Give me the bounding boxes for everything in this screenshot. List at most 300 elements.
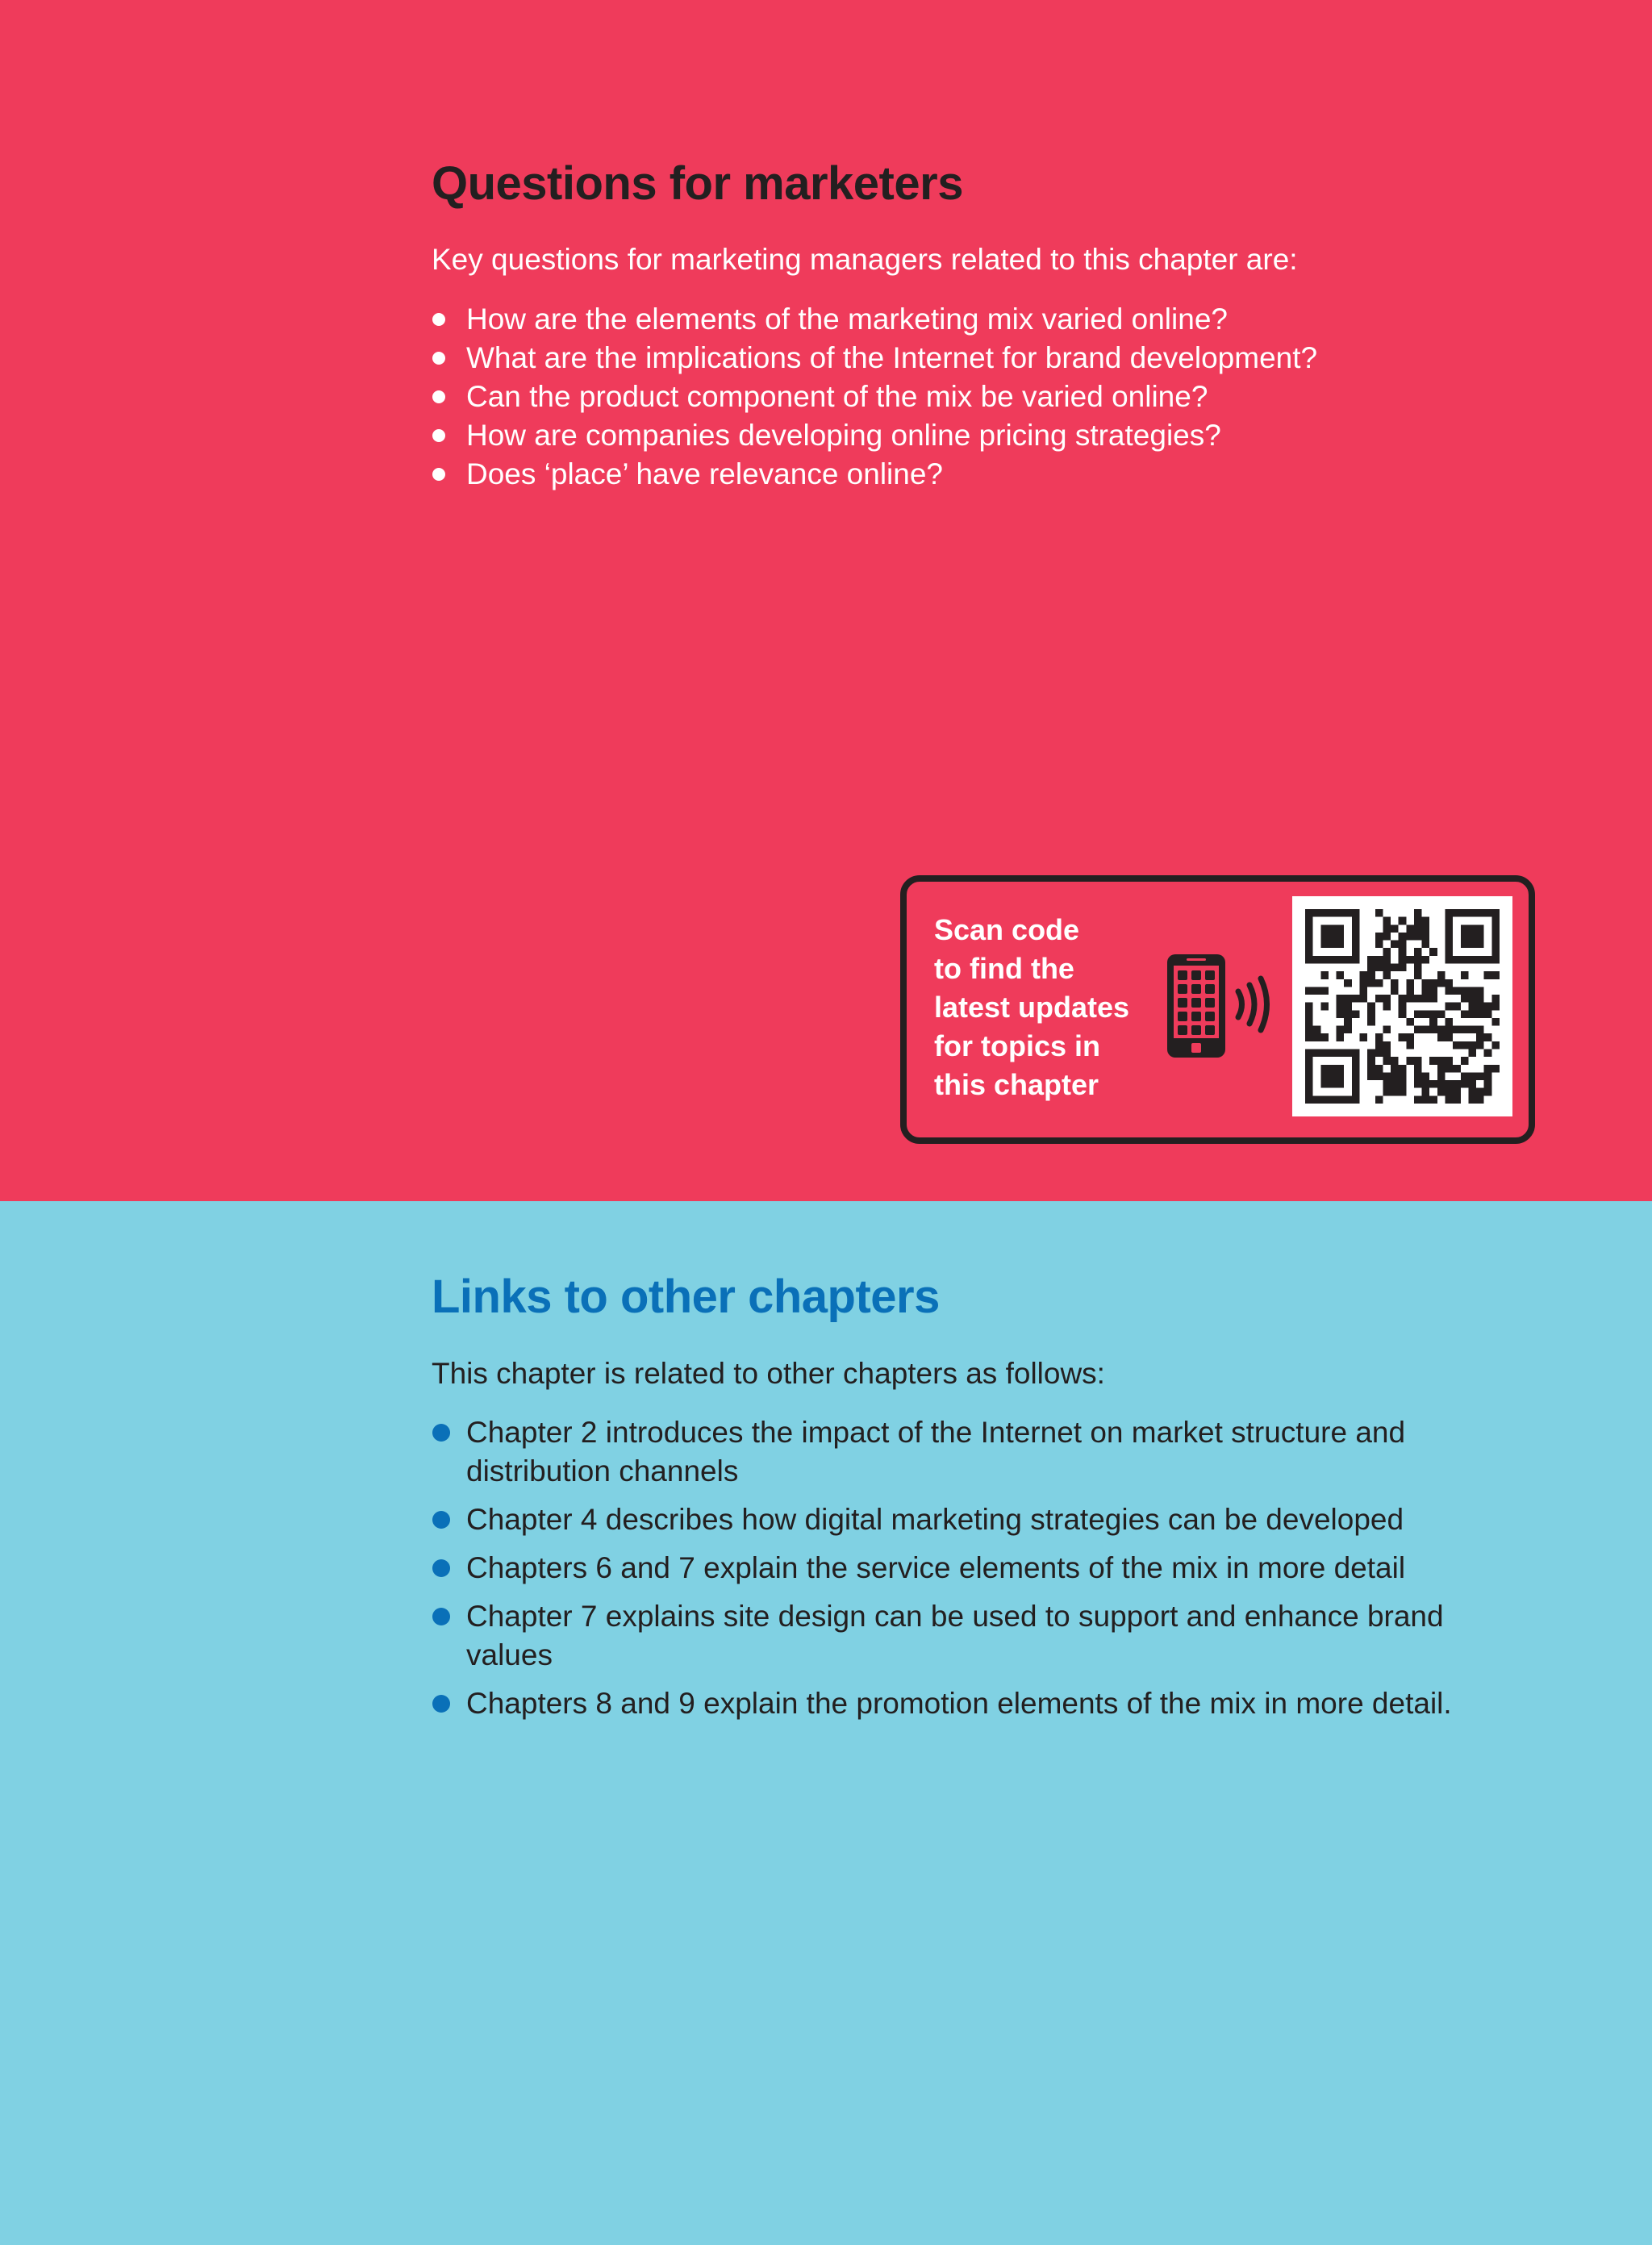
qr-module: [1375, 1049, 1383, 1058]
qr-module: [1484, 1065, 1492, 1073]
link-item: [432, 1684, 1496, 1723]
phone-icon: [1166, 954, 1285, 1059]
qr-module: [1446, 941, 1454, 949]
qr-module: [1453, 1026, 1461, 1034]
qr-module: [1399, 1010, 1407, 1018]
qr-module: [1383, 1088, 1391, 1096]
link-item: [432, 1413, 1496, 1491]
qr-module: [1468, 1072, 1476, 1080]
qr-module: [1383, 956, 1391, 964]
bullet-dot-icon: [432, 468, 445, 481]
qr-module: [1429, 948, 1437, 956]
qr-module: [1446, 917, 1454, 925]
qr-module: [1453, 1088, 1461, 1096]
qr-module: [1359, 971, 1367, 979]
qr-module: [1391, 963, 1399, 971]
qr-module: [1437, 1065, 1446, 1073]
qr-module: [1484, 1003, 1492, 1011]
qr-module: [1352, 909, 1360, 917]
bullet-dot-icon: [432, 1424, 450, 1442]
qr-module: [1359, 995, 1367, 1003]
qr-module: [1375, 956, 1383, 964]
qr-module: [1383, 1049, 1391, 1058]
qr-module: [1414, 933, 1422, 941]
qr-module: [1399, 1033, 1407, 1041]
qr-module: [1305, 1026, 1313, 1034]
qr-module: [1313, 1095, 1321, 1104]
qr-module: [1468, 1095, 1476, 1104]
qr-module: [1305, 987, 1313, 995]
qr-module: [1367, 1057, 1375, 1065]
qr-module: [1429, 995, 1437, 1003]
qr-module: [1352, 1049, 1360, 1058]
qr-module: [1352, 1095, 1360, 1104]
question-text: How are companies developing online pricing strategies?: [466, 419, 1221, 452]
qr-module: [1429, 987, 1437, 995]
qr-module: [1399, 917, 1407, 925]
qr-module: [1337, 924, 1345, 933]
qr-module: [1446, 1033, 1454, 1041]
qr-module: [1367, 1010, 1375, 1018]
qr-module: [1313, 909, 1321, 917]
qr-module: [1429, 1018, 1437, 1026]
qr-module: [1344, 995, 1352, 1003]
qr-module: [1391, 941, 1399, 949]
qr-module: [1352, 933, 1360, 941]
qr-module: [1337, 1049, 1345, 1058]
qr-module: [1476, 1041, 1484, 1049]
links-panel: [0, 1201, 1652, 2245]
qr-code-pattern: [1305, 909, 1500, 1104]
qr-module: [1337, 971, 1345, 979]
qr-module: [1352, 917, 1360, 925]
bullet-dot-icon: [432, 1608, 450, 1625]
question-item: [432, 416, 1496, 455]
qr-module: [1476, 1026, 1484, 1034]
qr-module: [1344, 909, 1352, 917]
qr-module: [1383, 1041, 1391, 1049]
qr-module: [1352, 1010, 1360, 1018]
qr-module: [1305, 948, 1313, 956]
bullet-dot-icon: [432, 1559, 450, 1577]
scan-text-line: Scan code: [934, 913, 1080, 946]
qr-module: [1383, 924, 1391, 933]
qr-module: [1422, 917, 1430, 925]
qr-module: [1461, 995, 1469, 1003]
qr-module: [1484, 971, 1492, 979]
qr-module: [1352, 1088, 1360, 1096]
qr-module: [1337, 1080, 1345, 1088]
qr-module: [1461, 956, 1469, 964]
qr-module: [1414, 971, 1422, 979]
qr-module: [1446, 1026, 1454, 1034]
qr-module: [1344, 1049, 1352, 1058]
scan-code-text: [934, 911, 1160, 1104]
qr-module: [1414, 963, 1422, 971]
qr-module: [1367, 1065, 1375, 1073]
qr-module: [1422, 987, 1430, 995]
qr-module: [1344, 1003, 1352, 1011]
qr-module: [1320, 1065, 1329, 1073]
qr-module: [1453, 1041, 1461, 1049]
qr-module: [1453, 987, 1461, 995]
qr-module: [1484, 1033, 1492, 1041]
qr-module: [1484, 1010, 1492, 1018]
qr-module: [1344, 979, 1352, 987]
qr-module: [1446, 924, 1454, 933]
qr-module: [1437, 1080, 1446, 1088]
qr-module: [1375, 979, 1383, 987]
link-item: [432, 1597, 1496, 1675]
bullet-dot-icon: [432, 352, 445, 365]
qr-module: [1476, 956, 1484, 964]
qr-module: [1367, 1003, 1375, 1011]
qr-module: [1406, 1041, 1414, 1049]
qr-module: [1344, 1095, 1352, 1104]
qr-module: [1320, 1049, 1329, 1058]
qr-module: [1484, 1049, 1492, 1058]
qr-module: [1414, 995, 1422, 1003]
qr-module: [1461, 941, 1469, 949]
qr-module: [1437, 1057, 1446, 1065]
qr-module: [1399, 941, 1407, 949]
link-item: [432, 1549, 1496, 1588]
qr-module: [1446, 1080, 1454, 1088]
scan-code-callout: [900, 875, 1535, 1144]
qr-module: [1305, 956, 1313, 964]
qr-module: [1399, 1080, 1407, 1088]
qr-module: [1446, 948, 1454, 956]
link-text: Chapters 8 and 9 explain the promotion elements of the mix in more detail.: [466, 1687, 1452, 1720]
qr-module: [1422, 1080, 1430, 1088]
qr-module: [1329, 956, 1337, 964]
qr-module: [1337, 1065, 1345, 1073]
qr-module: [1352, 1080, 1360, 1088]
qr-module: [1337, 909, 1345, 917]
qr-module: [1399, 1088, 1407, 1096]
qr-module: [1313, 1033, 1321, 1041]
qr-module: [1320, 933, 1329, 941]
qr-module: [1383, 1080, 1391, 1088]
qr-module: [1399, 995, 1407, 1003]
qr-module: [1429, 1010, 1437, 1018]
bullet-dot-icon: [432, 313, 445, 326]
qr-module: [1367, 979, 1375, 987]
qr-module: [1461, 987, 1469, 995]
qr-module: [1375, 995, 1383, 1003]
qr-module: [1313, 987, 1321, 995]
qr-module: [1491, 1003, 1500, 1011]
qr-module: [1422, 924, 1430, 933]
qr-module: [1313, 1026, 1321, 1034]
qr-module: [1491, 948, 1500, 956]
qr-module: [1446, 933, 1454, 941]
question-text: How are the elements of the marketing mix varied online?: [466, 303, 1228, 336]
qr-module: [1422, 1010, 1430, 1018]
qr-module: [1414, 1057, 1422, 1065]
qr-module: [1305, 1080, 1313, 1088]
qr-module: [1305, 1003, 1313, 1011]
bullet-dot-icon: [432, 429, 445, 442]
qr-module: [1446, 909, 1454, 917]
qr-module: [1476, 1010, 1484, 1018]
qr-module: [1437, 979, 1446, 987]
qr-module: [1468, 1080, 1476, 1088]
qr-module: [1375, 941, 1383, 949]
qr-module: [1468, 909, 1476, 917]
qr-module: [1320, 941, 1329, 949]
question-item: [432, 300, 1496, 339]
qr-module: [1352, 1057, 1360, 1065]
qr-module: [1468, 924, 1476, 933]
qr-module: [1476, 909, 1484, 917]
qr-module: [1305, 1072, 1313, 1080]
qr-module: [1344, 1026, 1352, 1034]
qr-module: [1320, 987, 1329, 995]
qr-module: [1406, 956, 1414, 964]
scan-text-line: for topics in: [934, 1029, 1100, 1062]
question-item: [432, 339, 1496, 378]
qr-module: [1453, 1065, 1461, 1073]
signal-waves-icon: [1238, 979, 1267, 1030]
qr-module: [1337, 1010, 1345, 1018]
qr-module: [1399, 948, 1407, 956]
qr-module: [1352, 1065, 1360, 1073]
qr-module: [1414, 924, 1422, 933]
qr-module: [1414, 1010, 1422, 1018]
qr-module: [1383, 995, 1391, 1003]
qr-module: [1375, 1041, 1383, 1049]
qr-module: [1359, 1033, 1367, 1041]
question-text: Does ‘place’ have relevance online?: [466, 457, 944, 490]
qr-module: [1367, 956, 1375, 964]
qr-module: [1446, 1057, 1454, 1065]
qr-module: [1491, 941, 1500, 949]
qr-module: [1320, 956, 1329, 964]
qr-module: [1491, 995, 1500, 1003]
qr-module: [1391, 1080, 1399, 1088]
qr-module: [1383, 933, 1391, 941]
qr-module: [1468, 987, 1476, 995]
qr-module: [1337, 1026, 1345, 1034]
qr-module: [1484, 909, 1492, 917]
qr-module: [1468, 1026, 1476, 1034]
question-text: Can the product component of the mix be varied online?: [466, 380, 1208, 413]
qr-module: [1344, 1010, 1352, 1018]
qr-module: [1313, 956, 1321, 964]
qr-module: [1375, 1072, 1383, 1080]
qr-module: [1329, 909, 1337, 917]
qr-module: [1414, 1095, 1422, 1104]
qr-module: [1337, 995, 1345, 1003]
qr-module: [1320, 1080, 1329, 1088]
qr-module: [1337, 1003, 1345, 1011]
qr-module: [1446, 1065, 1454, 1073]
qr-module: [1414, 956, 1422, 964]
qr-module: [1337, 956, 1345, 964]
qr-module: [1437, 1026, 1446, 1034]
qr-module: [1422, 941, 1430, 949]
qr-module: [1391, 979, 1399, 987]
qr-module: [1305, 924, 1313, 933]
qr-module: [1429, 1057, 1437, 1065]
qr-module: [1367, 1018, 1375, 1026]
question-item: [432, 455, 1496, 494]
qr-module: [1367, 1049, 1375, 1058]
qr-module: [1446, 1095, 1454, 1104]
qr-module: [1399, 963, 1407, 971]
qr-module: [1414, 948, 1422, 956]
qr-module: [1468, 956, 1476, 964]
qr-code: [1292, 896, 1512, 1116]
qr-module: [1437, 1072, 1446, 1080]
qr-module: [1453, 1003, 1461, 1011]
qr-module: [1305, 933, 1313, 941]
qr-module: [1446, 1018, 1454, 1026]
qr-module: [1476, 1095, 1484, 1104]
qr-module: [1468, 1003, 1476, 1011]
qr-module: [1329, 1065, 1337, 1073]
bullet-dot-icon: [432, 1511, 450, 1529]
qr-module: [1359, 979, 1367, 987]
qr-module: [1337, 1033, 1345, 1041]
qr-module: [1329, 1049, 1337, 1058]
qr-module: [1337, 1095, 1345, 1104]
qr-module: [1337, 941, 1345, 949]
qr-module: [1422, 1088, 1430, 1096]
qr-module: [1337, 933, 1345, 941]
qr-module: [1305, 1057, 1313, 1065]
qr-module: [1305, 1018, 1313, 1026]
qr-module: [1437, 1033, 1446, 1041]
qr-module: [1422, 995, 1430, 1003]
qr-module: [1414, 909, 1422, 917]
qr-module: [1446, 956, 1454, 964]
qr-module: [1446, 979, 1454, 987]
qr-module: [1491, 956, 1500, 964]
questions-list: [432, 300, 1496, 494]
qr-module: [1491, 917, 1500, 925]
qr-module: [1383, 948, 1391, 956]
qr-module: [1313, 1049, 1321, 1058]
qr-module: [1476, 941, 1484, 949]
qr-module: [1391, 987, 1399, 995]
qr-module: [1375, 963, 1383, 971]
qr-module: [1429, 1080, 1437, 1088]
qr-module: [1422, 933, 1430, 941]
qr-module: [1375, 1065, 1383, 1073]
qr-module: [1344, 1018, 1352, 1026]
qr-module: [1305, 1065, 1313, 1073]
qr-module: [1461, 1057, 1469, 1065]
qr-module: [1383, 1057, 1391, 1065]
qr-module: [1429, 979, 1437, 987]
qr-module: [1305, 1095, 1313, 1104]
qr-module: [1320, 1072, 1329, 1080]
qr-module: [1406, 995, 1414, 1003]
qr-module: [1399, 1003, 1407, 1011]
qr-module: [1461, 933, 1469, 941]
qr-module: [1320, 909, 1329, 917]
qr-module: [1422, 1072, 1430, 1080]
qr-module: [1329, 941, 1337, 949]
qr-module: [1491, 924, 1500, 933]
qr-module: [1468, 933, 1476, 941]
qr-module: [1461, 1010, 1469, 1018]
scan-text-line: to find the: [934, 952, 1074, 985]
qr-module: [1352, 995, 1360, 1003]
qr-module: [1453, 1095, 1461, 1104]
qr-module: [1414, 1026, 1422, 1034]
scan-text-line: this chapter: [934, 1068, 1099, 1101]
qr-module: [1422, 1026, 1430, 1034]
qr-module: [1329, 1072, 1337, 1080]
qr-module: [1383, 917, 1391, 925]
qr-module: [1352, 924, 1360, 933]
qr-module: [1305, 1033, 1313, 1041]
qr-module: [1437, 1010, 1446, 1018]
qr-module: [1344, 956, 1352, 964]
qr-module: [1367, 963, 1375, 971]
qr-module: [1476, 995, 1484, 1003]
qr-module: [1476, 1003, 1484, 1011]
qr-module: [1491, 1041, 1500, 1049]
qr-module: [1468, 995, 1476, 1003]
qr-module: [1476, 1088, 1484, 1096]
qr-module: [1352, 948, 1360, 956]
qr-module: [1391, 1072, 1399, 1080]
qr-module: [1468, 1041, 1476, 1049]
qr-module: [1461, 909, 1469, 917]
qr-module: [1446, 987, 1454, 995]
qr-module: [1406, 979, 1414, 987]
qr-module: [1476, 924, 1484, 933]
qr-module: [1391, 924, 1399, 933]
qr-module: [1329, 933, 1337, 941]
qr-module: [1414, 1065, 1422, 1073]
qr-module: [1491, 933, 1500, 941]
qr-module: [1491, 1018, 1500, 1026]
qr-module: [1453, 956, 1461, 964]
qr-module: [1484, 956, 1492, 964]
qr-module: [1406, 924, 1414, 933]
qr-module: [1461, 971, 1469, 979]
link-text: Chapter 4 describes how digital marketing strategies can be developed: [466, 1503, 1404, 1536]
link-item: [432, 1500, 1496, 1539]
qr-module: [1461, 1080, 1469, 1088]
qr-module: [1414, 917, 1422, 925]
links-list: [432, 1413, 1496, 1733]
qr-module: [1383, 971, 1391, 979]
qr-module: [1383, 1026, 1391, 1034]
qr-module: [1399, 1065, 1407, 1073]
qr-module: [1406, 1018, 1414, 1026]
qr-module: [1320, 971, 1329, 979]
qr-module: [1383, 1072, 1391, 1080]
qr-module: [1320, 1033, 1329, 1041]
questions-title: Questions for marketers: [432, 157, 963, 210]
qr-module: [1468, 1010, 1476, 1018]
qr-module: [1414, 1080, 1422, 1088]
links-intro: This chapter is related to other chapters as follows:: [432, 1357, 1105, 1390]
qr-module: [1367, 971, 1375, 979]
qr-module: [1329, 924, 1337, 933]
qr-module: [1453, 909, 1461, 917]
qr-module: [1422, 979, 1430, 987]
qr-module: [1453, 1080, 1461, 1088]
qr-module: [1359, 987, 1367, 995]
qr-module: [1383, 963, 1391, 971]
